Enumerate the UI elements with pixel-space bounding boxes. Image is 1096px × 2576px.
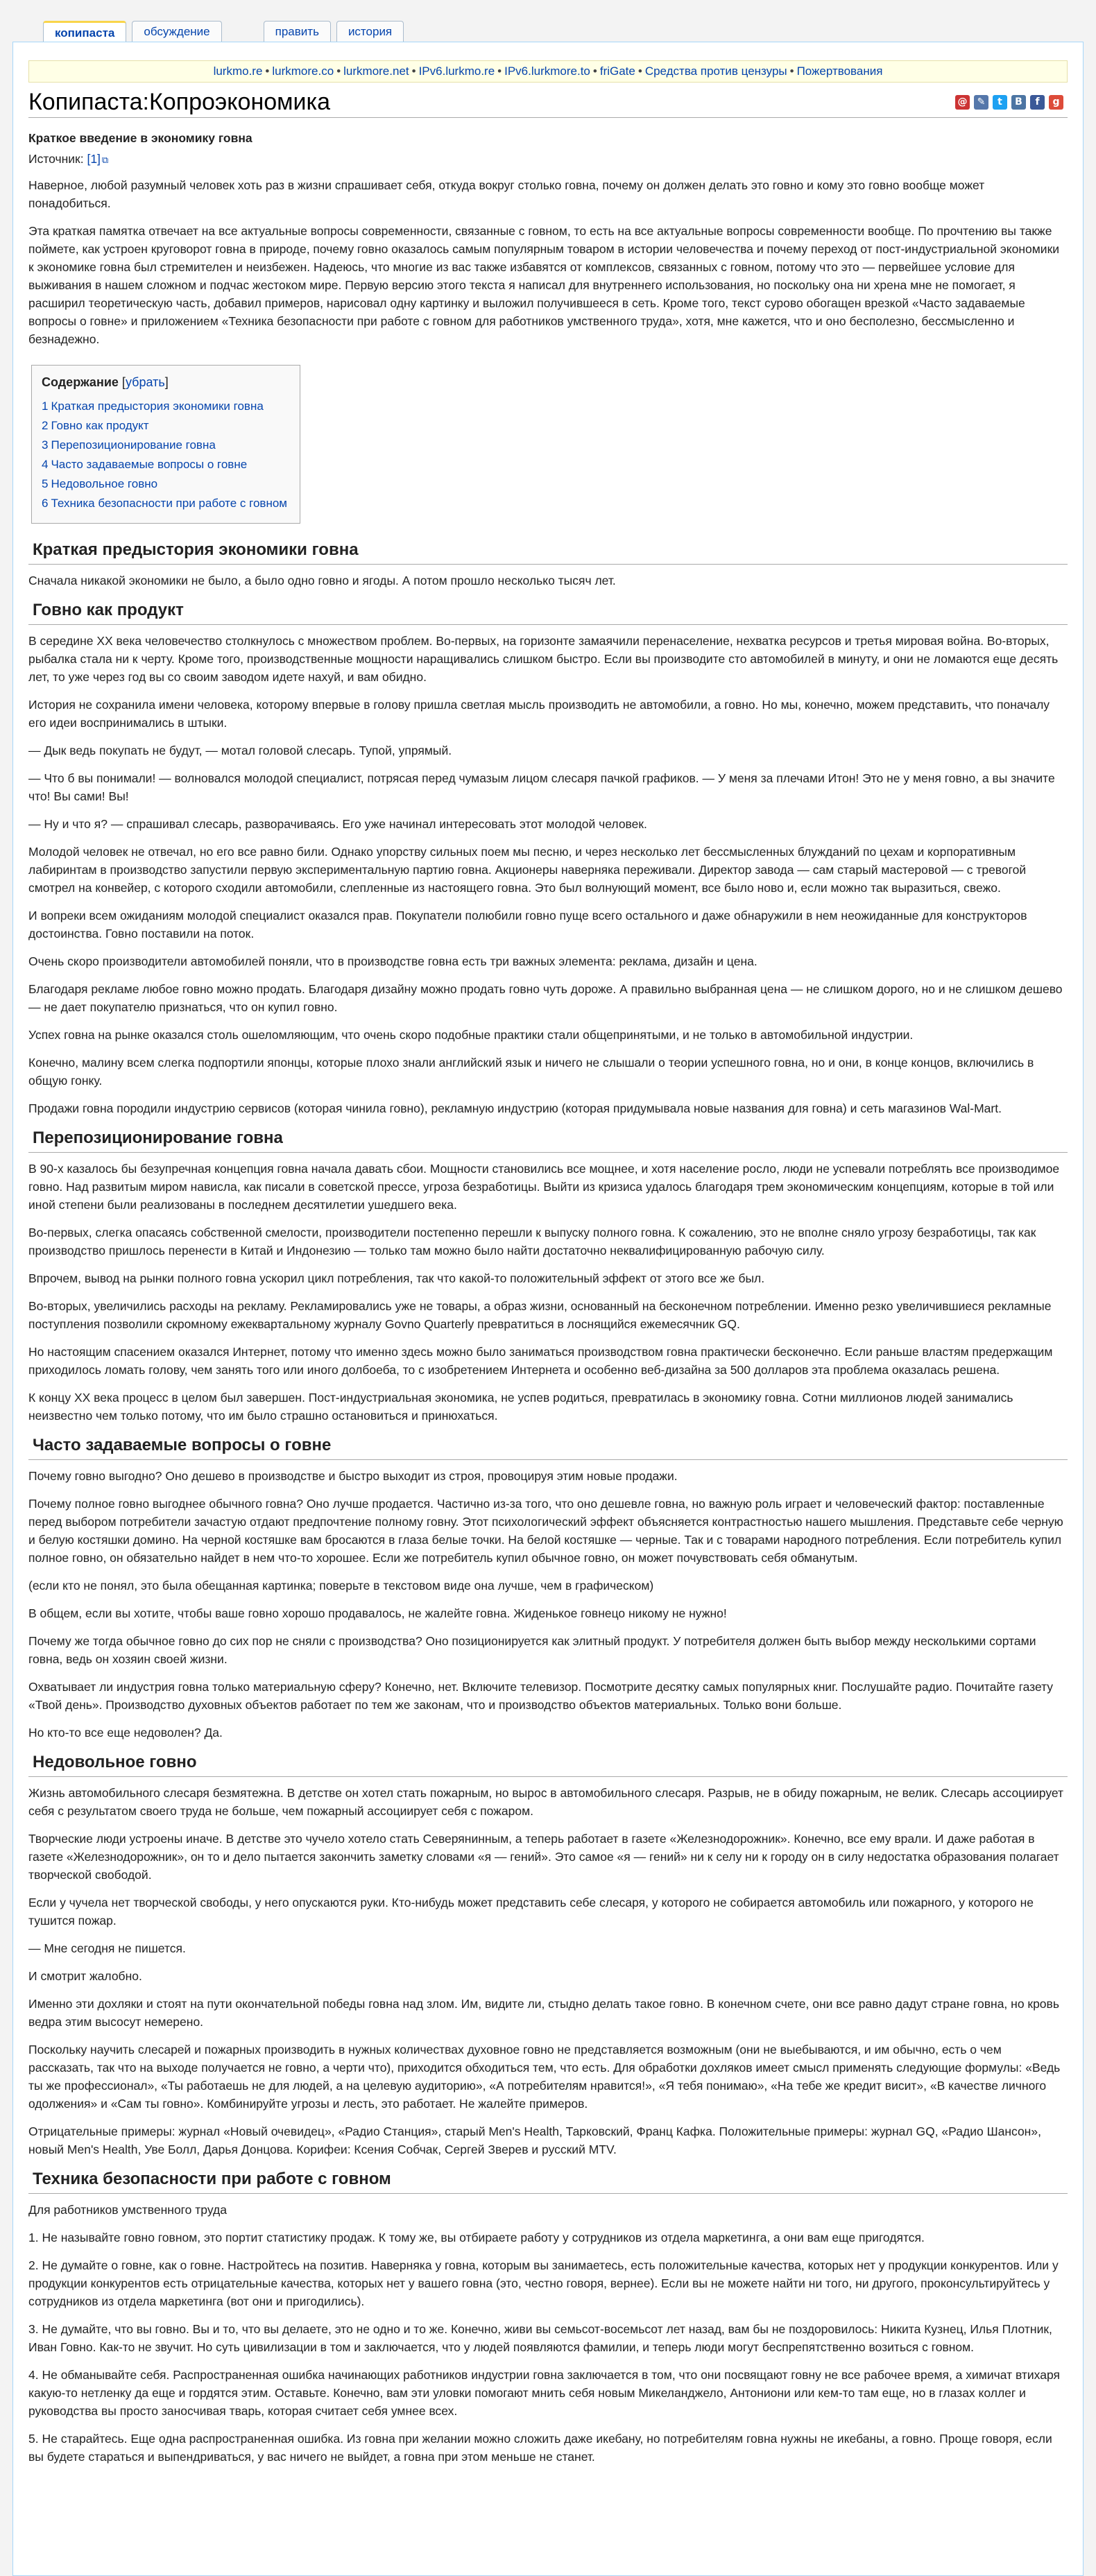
section-paragraph: Для работников умственного труда <box>28 2203 227 2217</box>
section-heading: Говно как продукт <box>28 599 1068 625</box>
source-line <box>28 150 1068 169</box>
section-paragraph: Почему полное говно выгоднее обычного говна? Оно лучше продается. Частично из-за того, что оно дешевле говна, но важную роль играет и человеческий фактор: поставленные перед выбором потребители зачастую отдают предпочтение полному говну. Этот психологический эффект объясняется контрастностью нашего мышления. Представьте себе черную и белую костяшки домино. На черной костяшке вам бросаются в глаза белые точки. На белой костяшке — черные. Так и с товарами народного потребления. Если потребитель купил полное говно, он обязательно найдет в нем что-то хорошее. Если же потребитель купил обычное говно, он может почувствовать себя обманутым. <box>28 1497 1063 1565</box>
section-paragraph: 1. Не называйте говно говном, это портит статистику продаж. К тому же, вы отбираете работу у сотрудников из отдела маркетинга, а они вам еще пригодятся. <box>28 2231 925 2244</box>
section-paragraph: Успех говна на рынке оказался столь ошеломляющим, что очень скоро подобные практики стали общепринятыми, и не только в автомобильной индустрии. <box>28 1028 914 1042</box>
section-paragraph: 4. Не обманывайте себя. Распространенная ошибка начинающих работников индустрии говна заключается в том, что они посвящают говну не все рабочее время, а химичат втихаря какую-то нетленку да еще и гордятся этим. Оставьте. Конечно, вам эти уловки помогают мнить себя новым Микеланджело, Антониони или кем-то там еще, но в глазах коллег и руководства вы просто заносчивая тварь, которая считает себя умнее всех. <box>28 2368 1060 2418</box>
bookmark-icon[interactable]: ✎ <box>974 95 988 110</box>
section-paragraph: Жизнь автомобильного слесаря безмятежна. В детстве он хотел стать пожарным, но вырос в автомобильного слесаря. Разрыв, не в обиду пожарным, не велик. Слесарь ассоциирует себя с результатом своего труда не больше, чем пожарный ассоциирует себя с пожаром. <box>28 1786 1064 1818</box>
section-paragraph: Именно эти дохляки и стоят на пути окончательной победы говна над злом. Им, видите ли, стыдно делать такое говно. В конечном счете, они все равно дадут стране говна, но кровь ведра этим высосут немерено. <box>28 1997 1059 2029</box>
section-faq <box>28 1434 1068 1742</box>
section-paragraph: Впрочем, вывод на рынки полного говна ускорил цикл потребления, так что какой-то положительный эффект от этого все же был. <box>28 1271 765 1285</box>
section-paragraph: Поскольку научить слесарей и пожарных производить в нужных количествах духовное говно не представляется возможным (они не выебываются, и им обычно, есть о чем рассказать, так что на выходе получается не говно, а черти что), приходится обходиться тем, что есть. Для обработки дохляков имеет смысл применять следующие формулы: «Ведь ты же профессионал», «Ты работаешь не для людей, а на целевую аудиторию», «А потребителям нравится!», «Я тебя понимаю», «На тебе же кредит висит», «В качестве личного одолжения» и «Сам ты говно». Комбинируйте угрозы и лесть, это работает. Не жалейте примеров. <box>28 2043 1061 2111</box>
tab-discussion[interactable]: обсуждение <box>132 21 221 42</box>
mirror-link[interactable]: lurkmo.re <box>213 65 263 78</box>
section-safety <box>28 2168 1068 2466</box>
section-paragraph: В середине XX века человечество столкнулось с множеством проблем. Во-первых, на горизонте замаячили перенаселение, нехватка ресурсов и третья мировая война. Во-вторых, рыбалка стала ни к черту. Кроме того, производственные мощности наращивались слишком быстро. Если вы производите сто автомобилей в минуту, и они не ломаются еще десять лет, то уже через год вы со своим заводом идете нахуй, и вам обидно. <box>28 634 1059 684</box>
section-paragraph: Во-первых, слегка опасаясь собственной смелости, производители постепенно перешли к выпуску полного говна. К сожалению, это не вполне сняло угрозу безработицы, так как производство пришлось перенести в Китай и Индонезию — только там можно было найти достаточно неквалифицированную рабочую силу. <box>28 1226 1036 1257</box>
table-of-contents <box>31 365 300 524</box>
section-unhappy <box>28 1751 1068 2158</box>
mirror-link[interactable]: IPv6.lurkmo.re <box>418 65 495 78</box>
intro-heading: Краткое введение в экономику говна <box>28 131 252 145</box>
article-page <box>12 42 1084 2576</box>
mail-icon[interactable]: @ <box>955 95 970 110</box>
section-heading: Техника безопасности при работе с говном <box>28 2168 1068 2194</box>
toc-item[interactable]: 3 Перепозиционирование говна <box>42 438 216 452</box>
tab-copypasta[interactable]: копипаста <box>43 21 126 44</box>
section-heading: Недовольное говно <box>28 1751 1068 1777</box>
section-paragraph: Если у чучела нет творческой свободы, у него опускаются руки. Кто-нибудь может представить себе слесаря, у которого не собирается автомобиль или пожарного, у которого не тушится пожар. <box>28 1896 1034 1927</box>
section-paragraph: — Дык ведь покупать не будут, — мотал головой слесарь. Тупой, упрямый. <box>28 744 452 757</box>
section-paragraph: (если кто не понял, это была обещанная картинка; поверьте в текстовом виде она лучше, чем в графическом) <box>28 1579 654 1592</box>
mirrors-banner: lurkmo.re • lurkmore.co • lurkmore.net • IPv6.lurkmo.re • IPv6.lurkmore.to • friGate • Средства против цензуры • Пожертвования <box>28 60 1068 83</box>
section-paragraph: И вопреки всем ожиданиям молодой специалист оказался прав. Покупатели полюбили говно пуще всего остального и даже обнаружили в нем неожиданные для конструкторов достоинства. Говно поставили на поток. <box>28 909 1027 941</box>
censorship-tools-link[interactable]: Средства против цензуры <box>644 65 787 78</box>
mirror-link[interactable]: IPv6.lurkmore.to <box>504 65 590 78</box>
section-paragraph: Почему говно выгодно? Оно дешево в производстве и быстро выходит из строя, провоцируя этим новые продажи. <box>28 1469 678 1483</box>
facebook-icon[interactable]: f <box>1030 95 1045 110</box>
source-label: Источник: <box>28 152 84 166</box>
twitter-icon[interactable]: t <box>993 95 1007 110</box>
section-paragraph: Почему же тогда обычное говно до сих пор не сняли с производства? Оно позиционируется как элитный продукт. У потребителя должен быть выбор между несколькими сортами говна, ведь он хозяин своей жизни. <box>28 1634 1036 1666</box>
external-link-icon: ⧉ <box>101 155 109 165</box>
page-title: Копипаста:Копроэкономика <box>28 89 331 115</box>
share-buttons <box>955 95 1063 110</box>
source-link[interactable]: [1] <box>87 152 101 166</box>
section-paragraph: 5. Не старайтесь. Еще одна распространенная ошибка. Из говна при желании можно сложить даже икебану, но потребителям говна нужны не икебаны, а говно. Проще говоря, если вы будете стараться и выпендриваться, у вас ничего не выйдет, а говна при этом меньше не станет. <box>28 2432 1052 2464</box>
section-paragraph: История не сохранила имени человека, которому впервые в голову пришла светлая мысль производить не автомобили, а говно. Но мы, конечно, можем представить, что поначалу его идеи воспринимались в штыки. <box>28 698 1050 730</box>
page-tabs <box>43 21 409 44</box>
intro-paragraph: Эта краткая памятка отвечает на все актуальные вопросы современности, связанные с говном, то есть на все актуальные вопросы современности вообще. По прочтению вы также поймете, как устроен круговорот говна в природе, почему говно оказалось самым популярным товаром в истории человечества и почему переход от пост-индустриальной экономики к экономике говна был стремителен и неизбежен. Надеюсь, что многие из вас также избавятся от комплексов, связанных с говном, потому что это — первейшее условие для выживания в нашем сложном и подчас жестоком мире. Первую версию этого текста я написал для внутреннего использования, но поскольку она ни хрена мне не помогает, я расширил теоретическую часть, добавил примеров, нарисовал одну картинку и выложил получившееся в сеть. Кроме того, текст сурово обогащен врезкой «Часто задаваемые вопросы о говне» и приложением «Техника безопасности при работе с говном для работников умственного труда», хотя, мне кажется, что и оно бесполезно, бессмысленно и безнадежно. <box>28 224 1060 346</box>
intro-paragraph: Наверное, любой разумный человек хоть раз в жизни спрашивает себя, откуда вокруг столько говна, почему он должен делать это говно и кому это говно вообще может понадобиться. <box>28 178 985 210</box>
section-paragraph: В общем, если вы хотите, чтобы ваше говно хорошо продавалось, не жалейте говна. Жиденькое говнецо никому не нужно! <box>28 1606 727 1620</box>
section-paragraph: Но настоящим спасением оказался Интернет, потому что именно здесь можно было заниматься производством говна практически бесконечно. Если раньше властям предержащим приходилось ломать голову, чем занять того или иного долбоеба, то с изобретением Интернета и особенно веб-дизайна за 500 долларов эта проблема оказалась решена. <box>28 1345 1053 1377</box>
section-heading: Перепозиционирование говна <box>28 1127 1068 1153</box>
top-bar <box>0 0 1096 44</box>
section-paragraph: 2. Не думайте о говне, как о говне. Настройтесь на позитив. Наверняка у говна, которым вы занимаетесь, есть положительные качества, которых нет у продукции конкурентов. Или у продукции конкурентов есть отрицательные качества, которых нет у вашего говна (это, честно говоря, вернее). Если вы не можете найти ни того, ни другого, проконсультируйтесь у сотрудников из отдела маркетинга (вот они и пригодились). <box>28 2258 1059 2308</box>
section-repositioning <box>28 1127 1068 1425</box>
title-bar <box>28 87 1068 118</box>
toc-item[interactable]: 2 Говно как продукт <box>42 419 149 432</box>
section-paragraph: Во-вторых, увеличились расходы на рекламу. Рекламировались уже не товары, а образ жизни, основанный на бесконечном потреблении. Именно резко увеличившиеся рекламные поступления позволили скромному ежеквартальному журналу Govno Quarterly превратиться в лоснящийся ежемесячник GQ. <box>28 1299 1052 1331</box>
mirror-link[interactable]: lurkmore.co <box>272 65 334 78</box>
mirror-link[interactable]: friGate <box>599 65 635 78</box>
section-paragraph: Продажи говна породили индустрию сервисов (которая чинила говно), рекламную индустрию (которая придумывала новые названия для говна) и сеть магазинов Wal-Mart. <box>28 1101 1002 1115</box>
section-prehistory <box>28 539 1068 590</box>
section-paragraph: Конечно, малину всем слегка подпортили японцы, которые плохо знали английский язык и ничего не слышали о теории успешного говна, но и они, в конце концов, включились в общую гонку. <box>28 1056 1034 1088</box>
mirror-link[interactable]: lurkmore.net <box>343 65 409 78</box>
section-paragraph: — Мне сегодня не пишется. <box>28 1941 186 1955</box>
googleplus-icon[interactable]: g <box>1049 95 1063 110</box>
toc-header: Содержание [убрать] <box>42 375 169 389</box>
toc-item[interactable]: 1 Краткая предыстория экономики говна <box>42 400 264 413</box>
section-paragraph: К концу XX века процесс в целом был завершен. Пост-индустриальная экономика, не успев родиться, превратилась в экономику говна. Сотни миллионов людей занимались неизвестно чем только потому, что им было страшно остановиться и принюхаться. <box>28 1391 1013 1423</box>
donations-link[interactable]: Пожертвования <box>796 65 883 78</box>
section-paragraph: — Ну и что я? — спрашивал слесарь, разворачиваясь. Его уже начинал интересовать этот молодой человек. <box>28 817 647 831</box>
tab-history[interactable]: история <box>336 21 404 42</box>
section-heading: Часто задаваемые вопросы о говне <box>28 1434 1068 1460</box>
article-content <box>13 42 1083 2466</box>
section-paragraph: Очень скоро производители автомобилей поняли, что в производстве говна есть три важных элемента: реклама, дизайн и цена. <box>28 954 757 968</box>
section-paragraph: В 90-х казалось бы безупречная концепция говна начала давать сбои. Мощности становились все мощнее, и хотя население росло, люди не успевали потреблять все производимое говно. Над развитым миром нависла, как писали в советской прессе, угроза безработицы. Выйти из кризиса удалось благодаря трем экономическим концепциям, которые в той или иной степени были реализованы в последнем десятилетии ушедшего века. <box>28 1162 1060 1212</box>
vkontakte-icon[interactable]: B <box>1011 95 1026 110</box>
tab-edit[interactable]: править <box>264 21 331 42</box>
section-paragraph: — Что б вы понимали! — волновался молодой специалист, потрясая перед чумазым лицом слесаря пачкой графиков. — У меня за плечами Итон! Это не у меня говно, а вы значите что! Вы сами! Вы! <box>28 771 1055 803</box>
toc-title: Содержание <box>42 375 119 389</box>
section-paragraph: Охватывает ли индустрия говна только материальную сферу? Конечно, нет. Включите телевизор. Посмотрите десятку самых популярных книг. Послушайте радио. Почитайте газету «Твой день». Производство духовных объектов работает по тем же законам, что и производство объектов материальных. Только вони больше. <box>28 1680 1054 1712</box>
section-paragraph: Отрицательные примеры: журнал «Новый очевидец», «Радио Станция», старый Men's Health, Тарковский, Франц Кафка. Положительные примеры: журнал GQ, «Радио Шансон», новый Men's Health, Уве Болл, Дарья Донцова. Корифеи: Ксения Собчак, Сергей Зверев и русский MTV. <box>28 2124 1041 2156</box>
toc-item[interactable]: 5 Недовольное говно <box>42 477 158 490</box>
toc-item[interactable]: 4 Часто задаваемые вопросы о говне <box>42 458 248 471</box>
section-paragraph: Сначала никакой экономики не было, а было одно говно и ягоды. А потом прошло несколько тысяч лет. <box>28 574 616 587</box>
section-paragraph: Благодаря рекламе любое говно можно продать. Благодаря дизайну можно продать говно чуть дороже. А правильно выбранная цена — не слишком дорого, но и не слишком дешево — не дает покупателю признаться, что он купил говно. <box>28 982 1063 1014</box>
section-paragraph: Но кто-то все еще недоволен? Да. <box>28 1726 223 1740</box>
section-paragraph: Молодой человек не отвечал, но его все равно били. Однако упорству сильных поем мы песню, и через несколько лет бессмысленных блужданий по цехам и корпоративным лабиринтам в производство запустили первую экспериментальную партию говна. Акционеры наверняка переживали. Директор завода — сам старый мастеровой — с тревогой смотрел на конвейер, с которого сходили автомобили, слепленные из настоящего говна. Это был волнующий момент, все было ново и, если можно так выразиться, свежо. <box>28 845 1027 895</box>
section-product <box>28 599 1068 1117</box>
section-paragraph: Творческие люди устроены иначе. В детстве это чучело хотело стать Северянинным, а теперь работает в газете «Железнодорожник». Конечно, все ему врали. И даже работая в газете «Железнодорожник», он то и дело пытается закончить заметку словами «я — гений». Это самое «я — гений» ни к селу ни к городу он в силу недостатка образования полагает творческой свободой. <box>28 1832 1059 1882</box>
section-paragraph: И смотрит жалобно. <box>28 1969 142 1983</box>
section-paragraph: 3. Не думайте, что вы говно. Вы и то, что вы делаете, это не одно и то же. Конечно, живи вы семьсот-восемьсот лет назад, вам бы не поздоровилось: Никита Кузнец, Илья Плотник, Иван Говно. Как-то не звучит. Но суть цивилизации в том и заключается, что у людей появляются фамилии, и теперь люди могут беспрепятственно возиться с говном. <box>28 2322 1052 2354</box>
section-heading: Краткая предыстория экономики говна <box>28 539 1068 565</box>
toc-item[interactable]: 6 Техника безопасности при работе с говном <box>42 497 287 510</box>
toc-hide-link[interactable]: убрать <box>125 375 165 389</box>
